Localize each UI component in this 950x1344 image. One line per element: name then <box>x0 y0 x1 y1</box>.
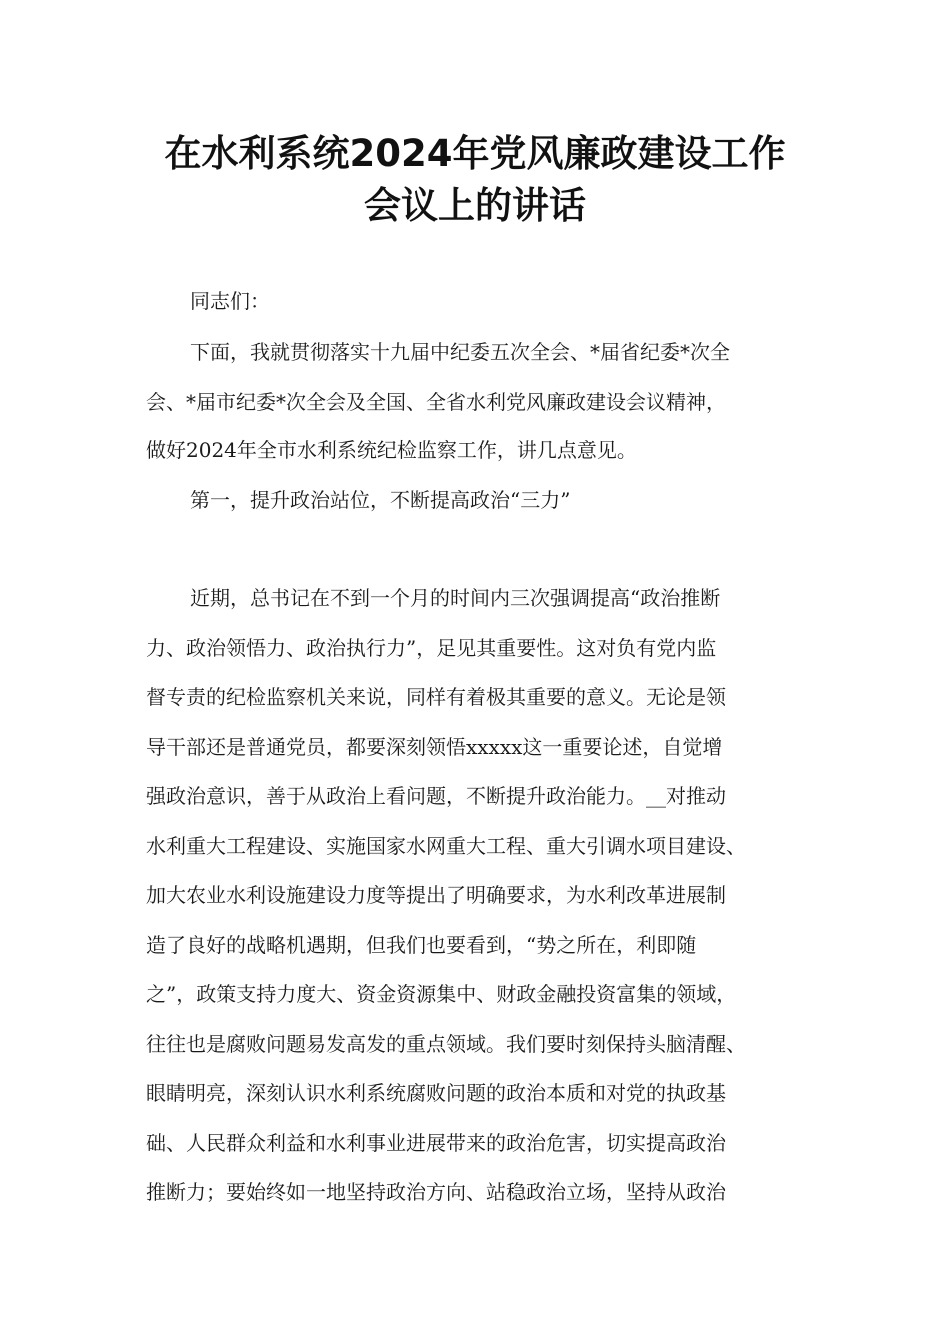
intro-line: 会、*届市纪委*次全会及全国、全省水利党风廉政建设会议精神， <box>146 390 726 414</box>
body-line: 造了良好的战略机遇期，但我们也要看到，“势之所在，利即随 <box>146 933 697 957</box>
intro-line: 做好2024年全市水利系统纪检监察工作，讲几点意见。 <box>146 438 637 462</box>
section-heading: 第一，提升政治站位，不断提高政治“三力” <box>190 488 571 512</box>
document-title-line-2: 会议上的讲话 <box>364 184 586 227</box>
body-line: 础、人民群众利益和水利事业进展带来的政治危害，切实提高政治 <box>146 1131 726 1155</box>
body-line: 水利重大工程建设、实施国家水网重大工程、重大引调水项目建设、 <box>146 834 746 858</box>
body-line: 近期，总书记在不到一个月的时间内三次强调提高“政治推断 <box>190 586 721 610</box>
salutation: 同志们： <box>190 289 270 313</box>
body-line: 推断力；要始终如一地坚持政治方向、站稳政治立场，坚持从政治 <box>146 1180 726 1204</box>
body-line: 强政治意识，善于从政治上看问题，不断提升政治能力。__对推动 <box>146 784 726 808</box>
body-line: 力、政治领悟力、政治执行力”，足见其重要性。这对负有党内监 <box>146 636 717 660</box>
document-title-line-1: 在水利系统2024年党风廉政建设工作 <box>164 132 786 175</box>
body-line: 眼睛明亮，深刻认识水利系统腐败问题的政治本质和对党的执政基 <box>146 1081 726 1105</box>
body-line: 导干部还是普通党员，都要深刻领悟xxxxx这一重要论述，自觉增 <box>146 735 723 759</box>
body-line: 往往也是腐败问题易发高发的重点领域。我们要时刻保持头脑清醒、 <box>146 1032 746 1056</box>
intro-line: 下面，我就贯彻落实十九届中纪委五次全会、*届省纪委*次全 <box>190 340 730 364</box>
body-line: 之”，政策支持力度大、资金资源集中、财政金融投资富集的领域， <box>146 982 737 1006</box>
body-line: 督专责的纪检监察机关来说，同样有着极其重要的意义。无论是领 <box>146 685 726 709</box>
body-line: 加大农业水利设施建设力度等提出了明确要求，为水利改革进展制 <box>146 883 726 907</box>
